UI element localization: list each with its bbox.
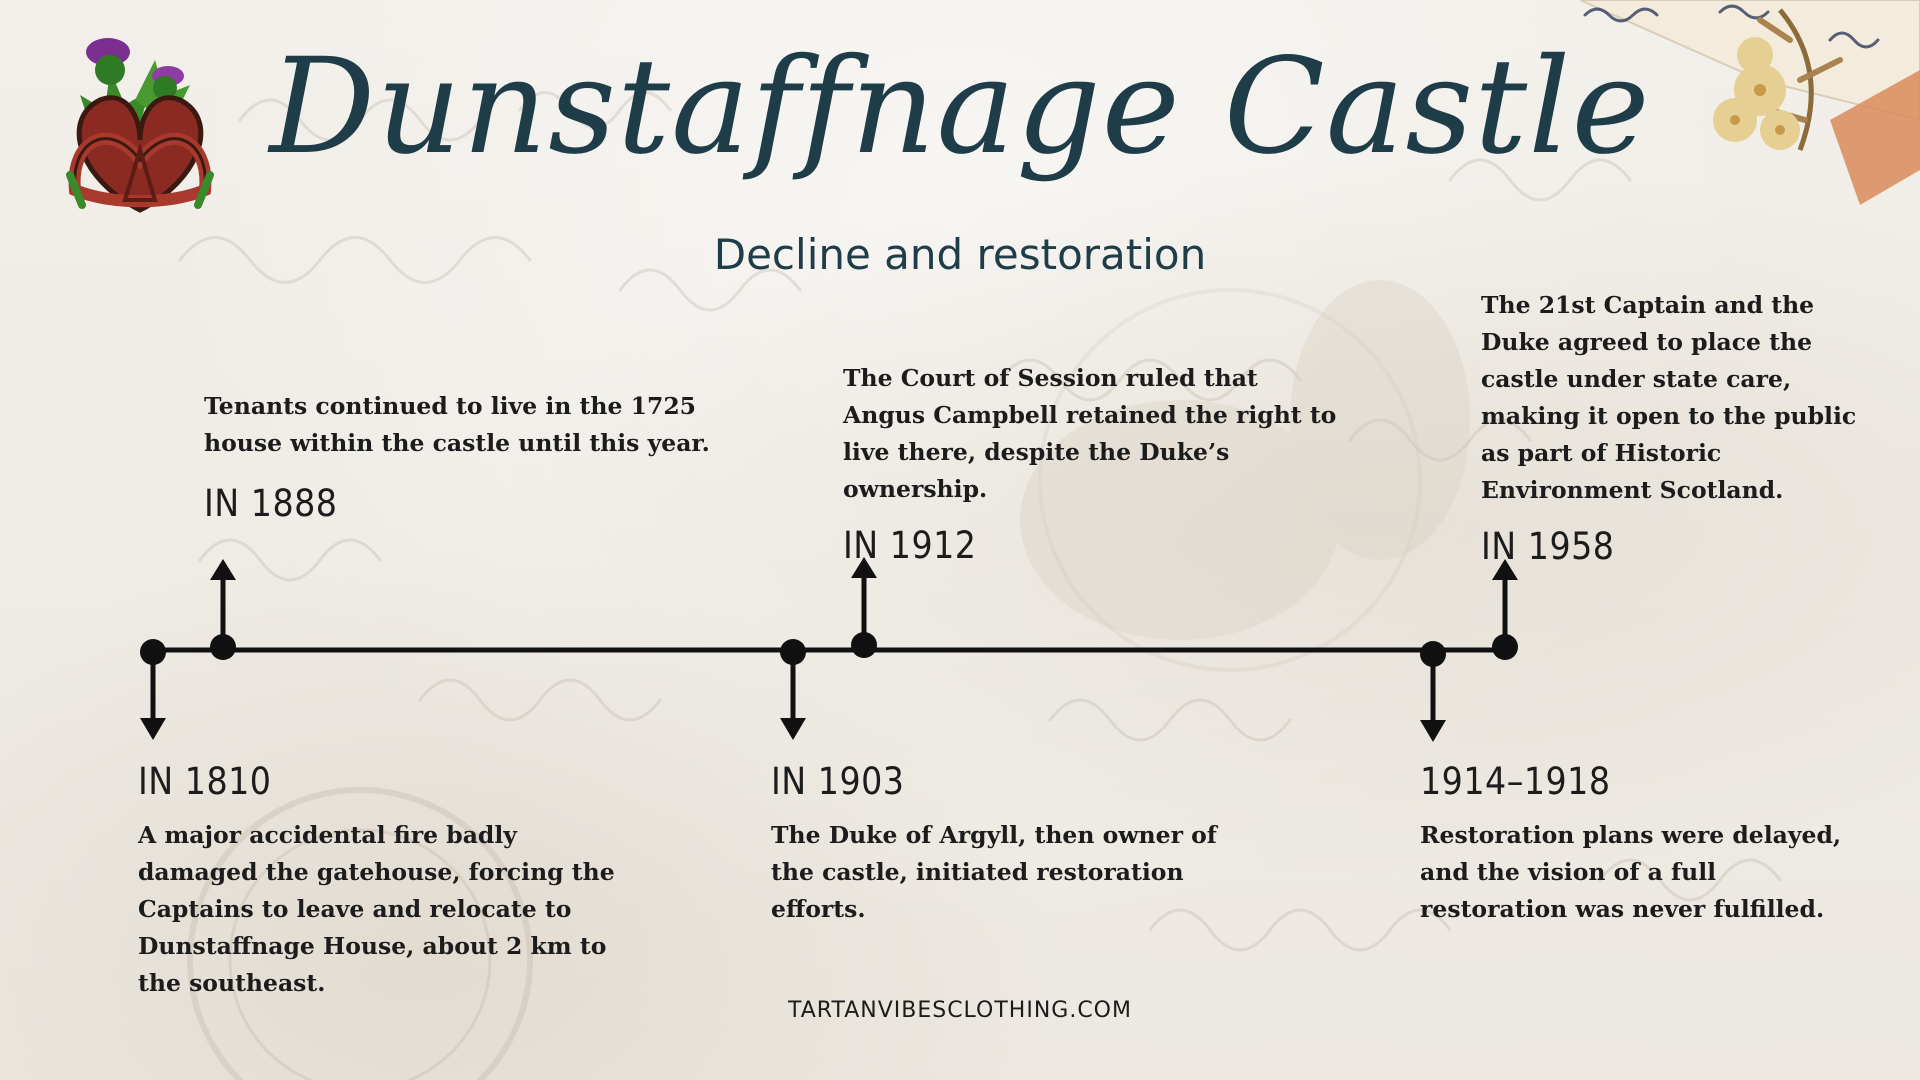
page-subtitle: Decline and restoration (713, 230, 1207, 279)
timeline-marker-1888 (210, 559, 236, 660)
event-description: The Duke of Argyll, then owner of the castle, initiated restoration efforts. (771, 821, 1217, 923)
timeline-marker-1958 (1492, 559, 1518, 660)
event-description: The 21st Captain and the Duke agreed to place the castle under state care, making it open to the public as part of Historic Environment Scotland. (1481, 291, 1857, 504)
event-1912 (843, 360, 1343, 567)
event-description: A major accidental fire badly damaged the gatehouse, forcing the Captains to leave and relocate to Dunstaffnage House, about 2 km to the southeast. (138, 821, 615, 997)
event-1914-1918 (1420, 760, 1860, 928)
timeline-marker-1914-1918 (1420, 641, 1446, 742)
event-year: IN 1912 (843, 524, 977, 567)
timeline-marker-1903 (780, 639, 806, 740)
footer-website: TARTANVIBESCLOTHING.COM (788, 998, 1132, 1023)
event-1888 (204, 388, 724, 525)
event-year: 1914–1918 (1420, 760, 1611, 803)
event-1810 (138, 760, 618, 1002)
event-description: Tenants continued to live in the 1725 house within the castle until this year. (204, 392, 710, 457)
event-1958 (1481, 287, 1881, 568)
page-title: Dunstaffnage Castle (269, 30, 1651, 184)
event-description: The Court of Session ruled that Angus Campbell retained the right to live there, despite the Duke’s ownership. (843, 364, 1337, 503)
timeline-marker-1912 (851, 557, 877, 658)
event-year: IN 1810 (138, 760, 272, 803)
timeline-marker-1810 (140, 639, 166, 740)
event-description: Restoration plans were delayed, and the vision of a full restoration was never fulfilled. (1420, 821, 1842, 923)
event-year: IN 1888 (204, 482, 338, 525)
event-year: IN 1903 (771, 760, 905, 803)
event-1903 (771, 760, 1241, 928)
event-year: IN 1958 (1481, 525, 1615, 568)
